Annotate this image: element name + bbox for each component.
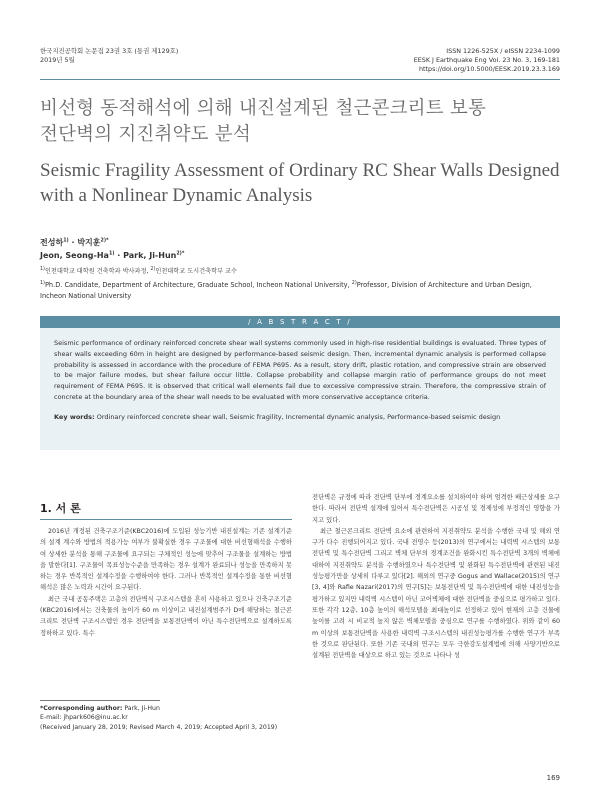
title-korean-line2: 전단벽의 지진취약도 분석 — [40, 124, 251, 145]
author-1-ko-sup: 1) — [63, 238, 69, 244]
keywords-label: Key words: — [54, 412, 95, 421]
author-2-ko-sup: 2)* — [100, 238, 109, 244]
page-number: 169 — [546, 774, 560, 782]
issn: ISSN 1226-525X / eISSN 2234-1099 — [446, 47, 560, 55]
title-english — [40, 158, 570, 208]
right-paragraph-1: 전단벽은 규정에 따라 전단벽 단부에 경계요소를 설치하여야 하며 엄격한 배근상세를 요구한다. 따라서 전단벽 설계에 있어서 특수전단벽은 시공성 및 경제성에 부정적인 영향을 가지고 있다. — [312, 494, 560, 524]
corresponding-author — [40, 704, 277, 713]
title-korean — [40, 96, 570, 148]
section-title-introduction: 1. 서 론 — [40, 502, 81, 515]
keywords-list: Ordinary reinforced concrete shear wall, Seismic fragility, Incremental dynamic analysis, Performance-based seismic design — [94, 412, 501, 421]
abstract-heading: / A B S T R A C T / — [40, 316, 560, 328]
header-divider — [40, 79, 560, 80]
corresponding-label: *Corresponding author: — [40, 705, 123, 712]
authors-korean — [40, 237, 109, 248]
corresponding-email[interactable]: E-mail: jhpark606@inu.ac.kr — [40, 714, 128, 722]
affil-en-sup-1: 1) — [40, 280, 45, 286]
footnote — [40, 704, 277, 732]
author-2-ko: 박지훈 — [77, 238, 101, 247]
abstract-text: Seismic performance of ordinary reinforced concrete shear wall systems commonly used in high-rise residential buildings is evaluated. Three types of shear walls exceeding 60m in height are designed by performance-based seismic design. Then, incremental dynamic analysis is performed collapse probability is assessed in accordance with the procedure of FEMA P695. As a result, story drift, plastic rotation, and compressive strain are observed to be major failure modes, but shear failure occur little. Collapse probability and collapse margin ratio of performance groups do not meet requirement of FEMA P695. It is observed that critical wall elements fail due to excessive compressive strain. Therefore, the compressive strain of concrete at the boundary area of the shear wall needs to be evaluated with more conservative acceptance criteria. — [54, 339, 546, 401]
affil-en-sup-2: 2) — [351, 280, 357, 286]
abstract-box — [40, 328, 560, 450]
journal-header-right — [414, 47, 560, 74]
section-divider — [40, 519, 292, 520]
affil-ko-1: 인천대학교 대학원 건축학과 박사과정, — [44, 268, 151, 275]
affiliations-english — [40, 280, 560, 301]
keywords — [54, 412, 546, 422]
affil-ko-sup-1: 1) — [40, 266, 45, 272]
left-paragraph-2: 최근 국내 공동주택은 고층의 전단벽식 구조시스템을 흔히 사용하고 있으나 건축구조기준(KBC2016)에서는 건축물의 높이가 60 m 이상이고 내진설계범주가 D에 해당하는 철근콘크리트 전단벽 구조시스템인 경우 전단벽을 보통전단벽이 아닌 특수전단벽으로 설계하도록 정하하고 있다. 특수 — [40, 595, 292, 637]
author-1-en: Jeon, Seong-Ha — [40, 251, 109, 260]
journal-header-left — [40, 47, 178, 65]
affil-ko-sup-2: 2) — [150, 266, 156, 272]
affil-en-2: Professor, Division of Architecture and Urban Design, Incheon National University — [40, 281, 532, 300]
affil-en-1: Ph.D. Candidate, Department of Architecture, Graduate School, Incheon National University, — [44, 281, 352, 289]
received-dates: (Received January 28, 2019; Revised March 4, 2019; Accepted April 3, 2019) — [40, 723, 278, 731]
right-paragraph-2: 최근 철근콘크리트 전단벽 요소에 관련하여 지진취약도 분석을 수행한 국내 및 해외 연구가 다수 진행되어지고 있다. 국내 전영수 등(2013)의 연구에서는 내력벽 시스템의 보통전단벽 및 특수전단벽 그리고 벽체 단부의 경계조건을 완화시킨 특수전단벽 3개의 벽체에 대하여 지진취약도 분석을 수행하였으나 특수전단벽 및 완화된 특수전단벽에 관련된 내진성능평가만을 상세히 다루고 있다[2]. 해외의 연구중 Gogus and Wallace(2015)의 연구[3, 4]와 Rafie Nazari(2017)의 연구[5]는 보통전단벽 및 특수전단벽에 대한 내진성능을 평가하고 있지만 내력벽 시스템이 아닌 코어벽체에 대한 전단벽을 중심으로 평가하고 있다. 또한 각각 12층, 10층 높이의 해석모델을 최대높이로 선정하고 있어 현재의 고층 건물에 높이를 고려 시 비교적 높지 않은 벽체모델을 중심으로 연구를 수행하였다. 위와 같이 60 m 이상의 보통전단벽을 사용한 내력벽 구조시스템의 내진성능평가를 수행한 연구가 부족한 것으로 판단된다. 또한 기존 국내외 연구는 모두 극한강도설계법에 의해 사양기반으로 설계된 전단벽을 대상으로 하고 있는 것으로 나타나 성 — [312, 527, 560, 660]
author-2-en: Park, Ji-Hun — [123, 251, 177, 260]
journal-name-en: EESK J Earthquake Eng Vol. 23 No. 3, 169-181 — [413, 56, 560, 64]
authors-english — [40, 251, 184, 260]
author-1-ko: 전성하 — [40, 238, 64, 247]
journal-name-ko: 한국지진공학회 논문집 23권 3호 (통권 제129호) — [40, 47, 179, 55]
title-english-line1: Seismic Fragility Assessment of Ordinary RC Shear Walls Designed — [40, 160, 560, 181]
affiliations-korean — [40, 266, 237, 275]
author-2-en-sup: 2)* — [176, 251, 185, 257]
right-column — [312, 492, 560, 661]
left-paragraph-1: 2016년 개정된 건축구조기준(KBC2016)에 도입된 성능기반 내진설계는 기존 설계기준의 설계 계수와 방법의 적용가능 여부가 불확실한 경우 구조물에 대한 비선형해석을 수행하여 상세한 분석을 통해 구조물에 요구되는 구체적인 성능에 맞추어 구조물을 설계하는 방법을 말한다[1]. 구조물이 목표성능수준을 만족하는 경우 설계가 완료되나 성능을 만족하지 못하는 경우 반복적인 설계수정을 수행하여야 한다. 그러나 반복적인 설계수정을 통한 비선형 해석은 많은 노력과 시간이 요구된다. — [40, 528, 292, 592]
title-korean-line1: 비선형 동적해석에 의해 내진설계된 철근콘크리트 보통 — [40, 98, 487, 119]
affil-ko-2: 인천대학교 도시건축학부 교수 — [155, 268, 237, 275]
left-column — [40, 526, 292, 639]
footnote-divider — [40, 700, 160, 701]
author-separator-ko: · — [68, 238, 78, 247]
corresponding-name: Park, Ji-Hun — [122, 705, 160, 712]
journal-date-ko: 2019년 5월 — [40, 56, 75, 64]
author-1-en-sup: 1) — [108, 251, 115, 257]
doi-link[interactable]: https://doi.org/10.5000/EESK.2019.23.3.169 — [418, 65, 560, 73]
title-english-line2: with a Nonlinear Dynamic Analysis — [40, 185, 313, 206]
author-separator-en: · — [114, 251, 124, 260]
